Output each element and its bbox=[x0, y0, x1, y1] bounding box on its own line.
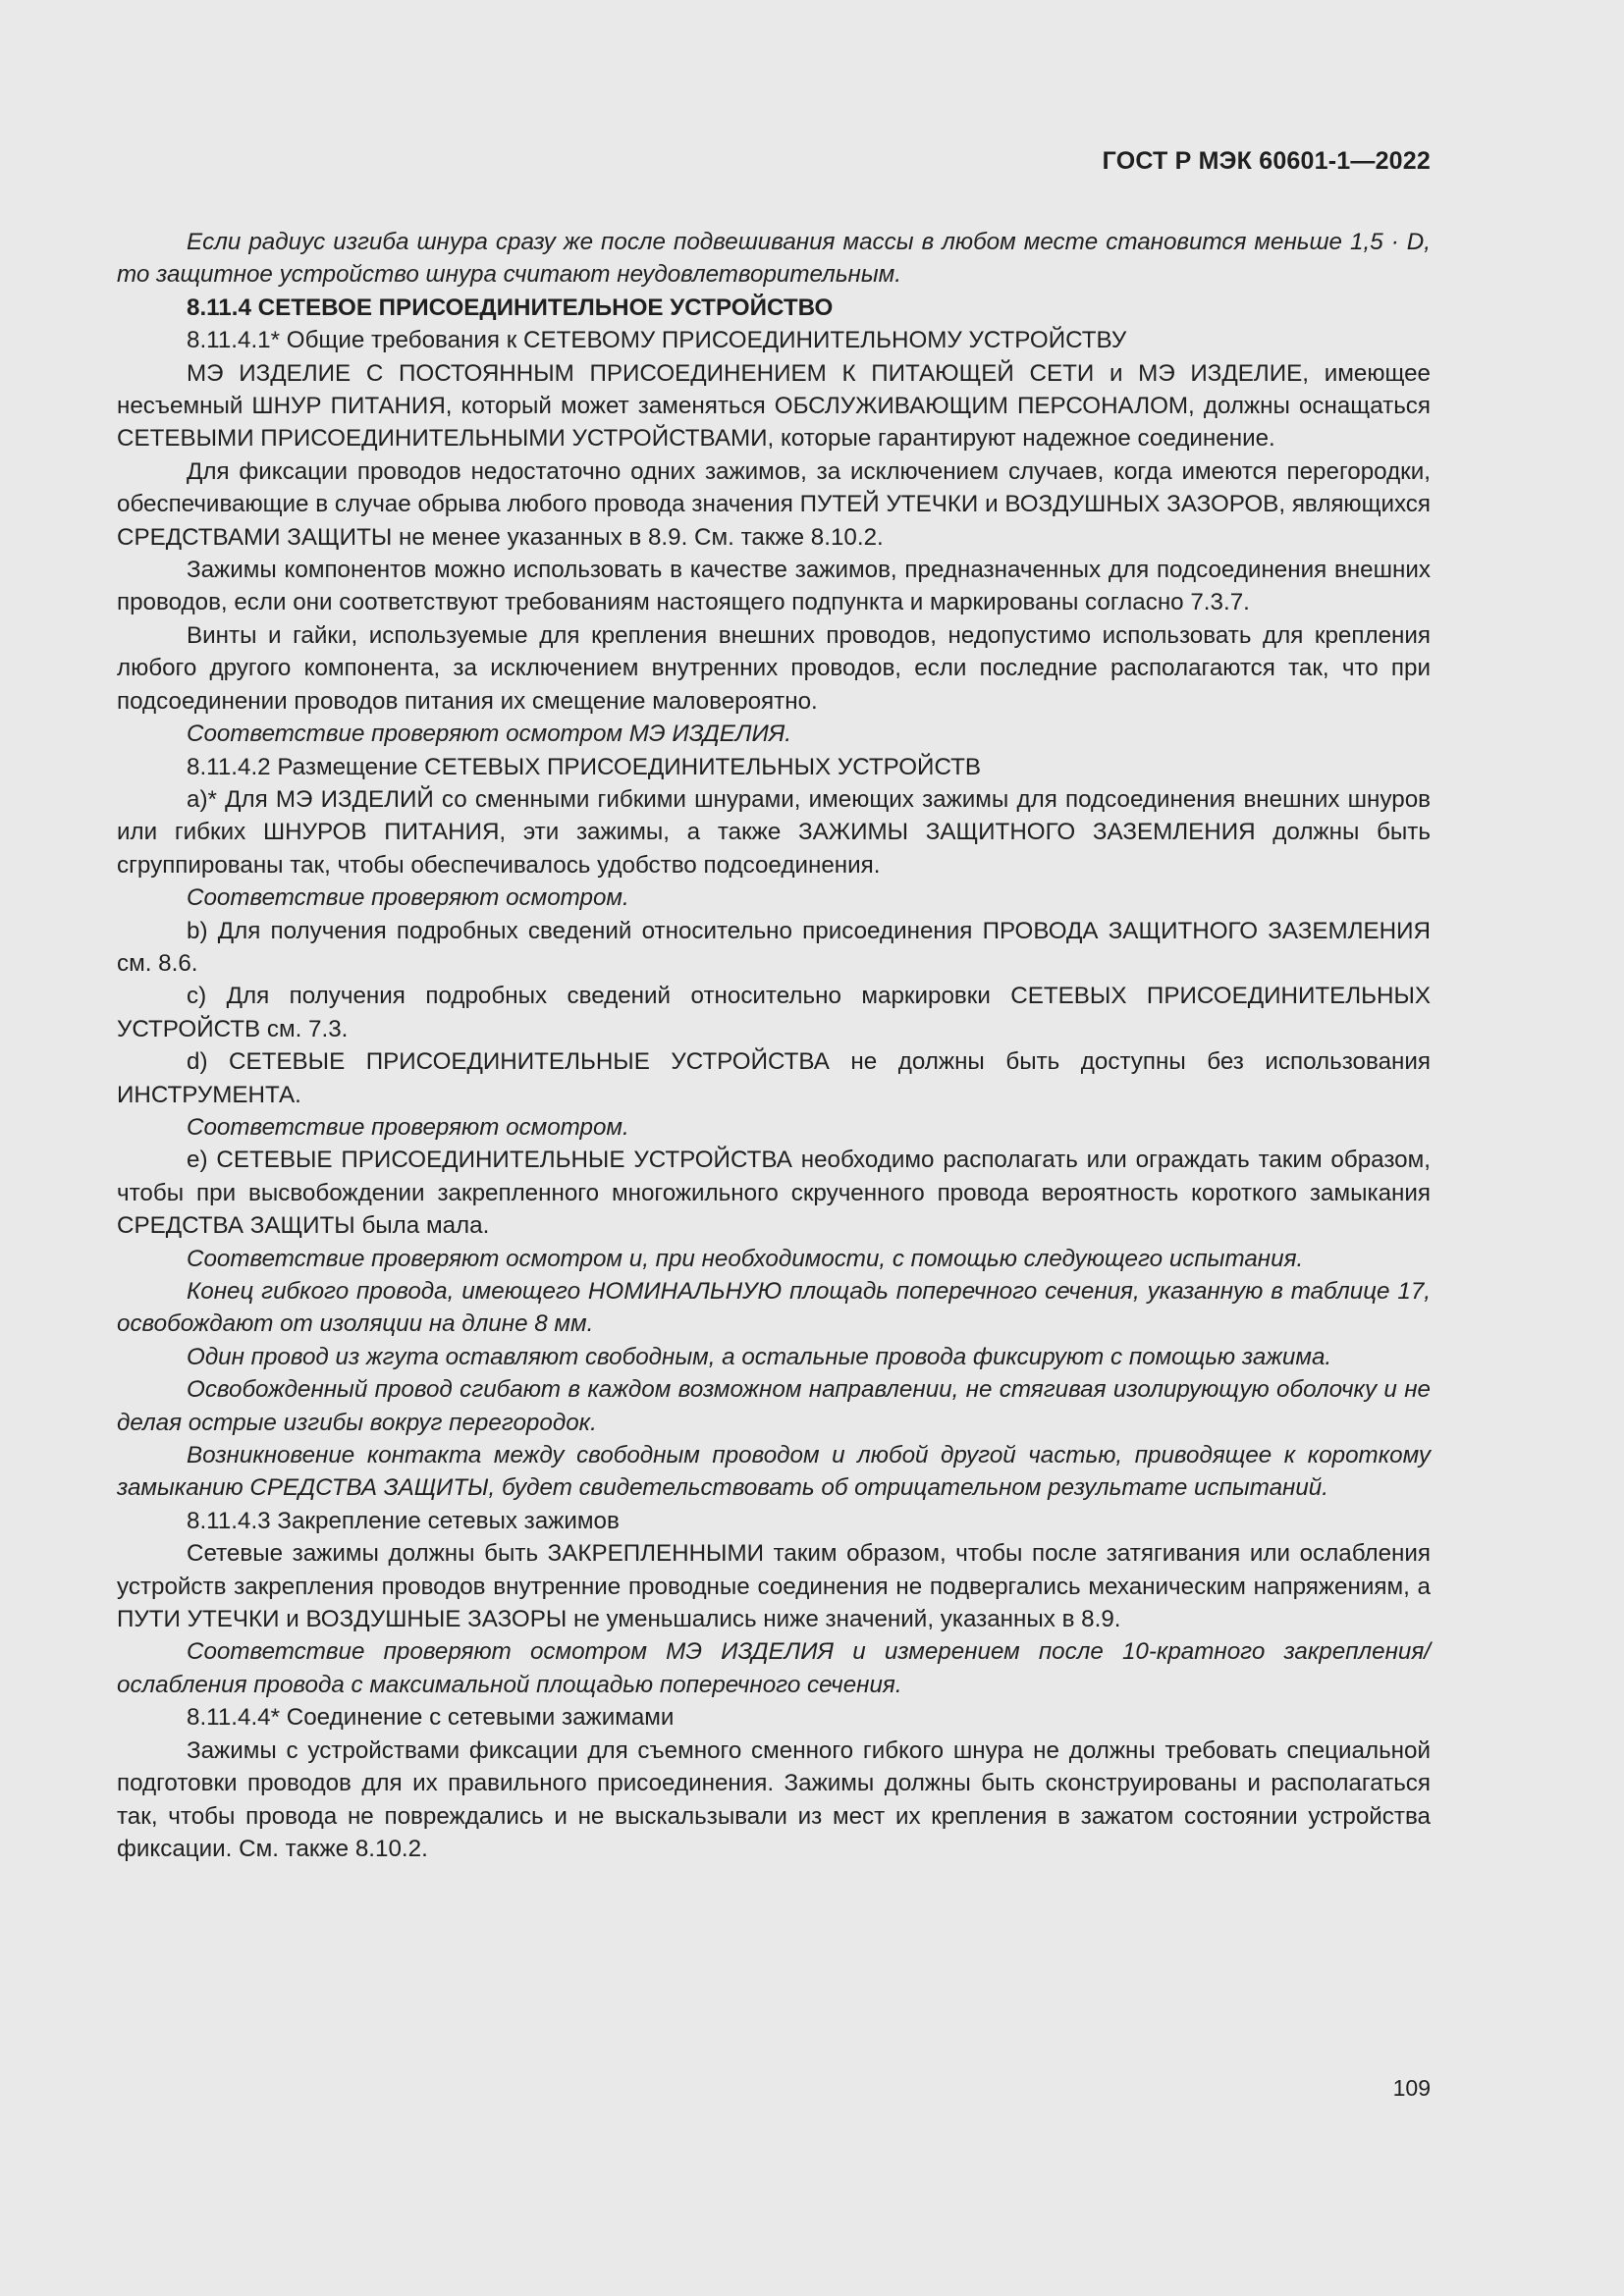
paragraph-8: 8.11.4.2 Размещение СЕТЕВЫХ ПРИСОЕДИНИТЕЛЬНЫХ УСТРОЙСТВ bbox=[187, 753, 982, 780]
paragraph-9: a)* Для МЭ ИЗДЕЛИЙ со сменными гибкими шнурами, имеющих зажимы для подсоединения внешних шнуров или гибких ШНУРОВ ПИТАНИЯ, эти зажимы, а также ЗАЖИМЫ ЗАЩИТНОГО ЗАЗЕМЛЕНИЯ должны быть сгруппированы так, чтобы обеспечивалось удобство подсоединения. bbox=[117, 785, 1431, 879]
paragraph-10: Соответствие проверяют осмотром. bbox=[187, 884, 629, 912]
paragraph-3: МЭ ИЗДЕЛИЕ С ПОСТОЯННЫМ ПРИСОЕДИНЕНИЕМ К ПИТАЮЩЕЙ СЕТИ и МЭ ИЗДЕЛИЕ, имеющее несъемный ШНУР ПИТАНИЯ, который может заменяться ОБСЛУЖИВАЮЩИМ ПЕРСОНАЛОМ, должны оснащаться СЕТЕВЫМИ ПРИСОЕДИНИТЕЛЬНЫМИ УСТРОЙСТВАМИ, которые гарантируют надежное соединение. bbox=[117, 359, 1431, 453]
paragraph-22: Сетевые зажимы должны быть ЗАКРЕПЛЕННЫМИ таким образом, чтобы после затягивания или ослабления устройств закрепления проводов внутренние проводные соединения не подвергались механическим напряжениям, а ПУТИ УТЕЧКИ и ВОЗДУШНЫЕ ЗАЗОРЫ не уменьшались ниже значений, указанных в 8.9. bbox=[117, 1540, 1431, 1633]
paragraph-5: Зажимы компонентов можно использовать в качестве зажимов, предназначенных для подсоединения внешних проводов, если они соответствуют требованиям настоящего подпункта и маркированы согласно 7.3.7. bbox=[117, 557, 1431, 616]
paragraph-12: c) Для получения подробных сведений относительно маркировки СЕТЕВЫХ ПРИСОЕДИНИТЕЛЬНЫХ УСТРОЙСТВ см. 7.3. bbox=[117, 983, 1431, 1042]
paragraph-20: Возникновение контакта между свободным проводом и любой другой частью, приводящее к короткому замыканию СРЕДСТВА ЗАЩИТЫ, будет свидетельствовать об отрицательном результате испытаний. bbox=[117, 1442, 1431, 1502]
paragraph-1: 8.11.4 СЕТЕВОЕ ПРИСОЕДИНИТЕЛЬНОЕ УСТРОЙСТВО bbox=[187, 294, 834, 321]
paragraph-23: Соответствие проверяют осмотром МЭ ИЗДЕЛИЯ и измерением после 10-кратного закрепления/ослабления провода с максимальной площадью поперечного сечения. bbox=[117, 1638, 1431, 1698]
paragraph-25: Зажимы с устройствами фиксации для съемного сменного гибкого шнура не должны требовать специальной подготовки проводов для их правильного присоединения. Зажимы должны быть сконструированы и располагаться так, чтобы провода не повреждались и не выскальзывали из мест их крепления в зажатом состоянии устройства фиксации. См. также 8.10.2. bbox=[117, 1736, 1431, 1862]
paragraph-15: e) СЕТЕВЫЕ ПРИСОЕДИНИТЕЛЬНЫЕ УСТРОЙСТВА необходимо располагать или ограждать таким образом, чтобы при высвобождении закрепленного многожильного скрученного провода вероятность короткого замыкания СРЕДСТВА ЗАЩИТЫ была мала. bbox=[117, 1147, 1431, 1240]
paragraph-18: Один провод из жгута оставляют свободным, а остальные провода фиксируют с помощью зажима. bbox=[187, 1343, 1332, 1370]
page-number: 109 bbox=[1392, 2075, 1431, 2101]
paragraph-21: 8.11.4.3 Закрепление сетевых зажимов bbox=[187, 1507, 620, 1534]
paragraph-11: b) Для получения подробных сведений относительно присоединения ПРОВОДА ЗАЩИТНОГО ЗАЗЕМЛЕНИЯ см. 8.6. bbox=[117, 917, 1431, 977]
document-body bbox=[117, 226, 1431, 1865]
paragraph-6: Винты и гайки, используемые для крепления внешних проводов, недопустимо использовать для крепления любого другого компонента, за исключением внутренних проводов, если последние располагаются так, что при подсоединении проводов питания их смещение маловероятно. bbox=[117, 621, 1431, 715]
paragraph-19: Освобожденный провод сгибают в каждом возможном направлении, не стягивая изолирующую оболочку и не делая острые изгибы вокруг перегородок. bbox=[117, 1376, 1431, 1436]
paragraph-13: d) СЕТЕВЫЕ ПРИСОЕДИНИТЕЛЬНЫЕ УСТРОЙСТВА не должны быть доступны без использования ИНСТРУМЕНТА. bbox=[117, 1048, 1431, 1108]
paragraph-0: Если радиус изгиба шнура сразу же после подвешивания массы в любом месте становится меньше 1,5 · D, то защитное устройство шнура считают неудовлетворительным. bbox=[117, 229, 1431, 289]
paragraph-14: Соответствие проверяют осмотром. bbox=[187, 1113, 629, 1141]
paragraph-17: Конец гибкого провода, имеющего НОМИНАЛЬНУЮ площадь поперечного сечения, указанную в таблице 17, освобождают от изоляции на длине 8 мм. bbox=[117, 1278, 1431, 1338]
paragraph-24: 8.11.4.4* Соединение с сетевыми зажимами bbox=[187, 1704, 675, 1732]
paragraph-4: Для фиксации проводов недостаточно одних зажимов, за исключением случаев, когда имеются перегородки, обеспечивающие в случае обрыва любого провода значения ПУТЕЙ УТЕЧКИ и ВОЗДУШНЫХ ЗАЗОРОВ, являющихся СРЕДСТВАМИ ЗАЩИТЫ не менее указанных в 8.9. См. также 8.10.2. bbox=[117, 457, 1431, 551]
paragraph-2: 8.11.4.1* Общие требования к СЕТЕВОМУ ПРИСОЕДИНИТЕЛЬНОМУ УСТРОЙСТВУ bbox=[187, 327, 1127, 354]
document-header: ГОСТ Р МЭК 60601-1—2022 bbox=[1102, 147, 1431, 175]
paragraph-16: Соответствие проверяют осмотром и, при необходимости, с помощью следующего испытания. bbox=[187, 1245, 1304, 1272]
paragraph-7: Соответствие проверяют осмотром МЭ ИЗДЕЛИЯ. bbox=[187, 721, 791, 748]
